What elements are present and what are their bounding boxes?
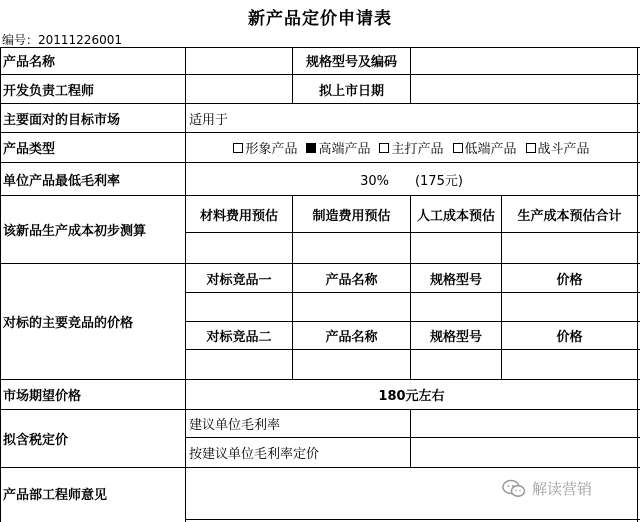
label-tax-price: 拟含税定价 [3, 433, 69, 448]
label-product-name: 产品名称 [3, 55, 56, 70]
input-competitor-one-row[interactable] [186, 293, 637, 321]
label-product-type: 产品类型 [3, 142, 56, 157]
input-launch-date[interactable] [411, 75, 637, 103]
input-product-name[interactable] [186, 48, 292, 74]
grid-line [637, 47, 638, 522]
input-total-cost[interactable] [502, 233, 637, 263]
header-price-2: 价格 [556, 330, 583, 345]
header-manufacturing-cost: 制造费用预估 [312, 208, 391, 224]
input-engineer-opinion[interactable] [186, 468, 486, 519]
input-material-cost[interactable] [186, 233, 292, 263]
form-title: 新产品定价申请表 [248, 9, 392, 29]
pricing-form-table [0, 47, 640, 522]
input-engineer[interactable] [186, 75, 292, 103]
header-material-cost: 材料费用预估 [199, 208, 278, 224]
checkbox-icon[interactable] [526, 143, 536, 153]
input-spec-code[interactable] [411, 48, 637, 74]
checkbox-icon[interactable] [453, 143, 463, 153]
header-spec-2: 规格型号 [429, 330, 482, 345]
header-competitor-two: 对标竞品二 [206, 330, 272, 345]
label-target-market: 主要面对的目标市场 [3, 112, 121, 128]
input-suggested-margin[interactable] [411, 410, 637, 437]
option-main-product[interactable]: 主打产品 [379, 138, 443, 157]
label-engineer-opinion: 产品部工程师意见 [3, 488, 108, 503]
header-total-cost: 生产成本预估合计 [517, 208, 622, 224]
header-labor-cost: 人工成本预估 [416, 208, 495, 224]
watermark-text: 解读营销 [532, 480, 593, 498]
label-cost-estimate: 该新品生产成本初步测算 [3, 224, 147, 239]
option-high-end-product[interactable]: 高端产品 [306, 138, 370, 157]
header-product-name-1: 产品名称 [325, 272, 378, 288]
label-suggested-margin: 建议单位毛利率 [189, 418, 281, 433]
input-labor-cost[interactable] [411, 233, 501, 263]
input-competitor-two-row[interactable] [186, 350, 637, 379]
option-low-end-product[interactable]: 低端产品 [453, 138, 517, 157]
watermark [502, 478, 592, 499]
header-competitor-one: 对标竞品一 [206, 272, 272, 288]
grid-line [186, 519, 640, 520]
checkbox-checked-icon[interactable] [306, 143, 316, 153]
serial-number: 编号：20111226001 [2, 33, 122, 47]
checkbox-icon[interactable] [233, 143, 243, 153]
label-launch-date: 拟上市日期 [318, 83, 384, 99]
header-price-1: 价格 [556, 272, 583, 288]
label-spec-code: 规格型号及编码 [305, 55, 397, 70]
product-type-options [186, 133, 637, 162]
header-spec-1: 规格型号 [429, 272, 482, 288]
label-min-margin: 单位产品最低毛利率 [3, 173, 121, 189]
value-expected-price[interactable]: 180元左右 [378, 389, 445, 404]
option-battle-product[interactable]: 战斗产品 [526, 138, 590, 157]
input-price-by-margin[interactable] [411, 438, 637, 467]
label-expected-price: 市场期望价格 [3, 389, 82, 404]
option-image-product[interactable]: 形象产品 [233, 138, 297, 157]
value-target-market[interactable]: 适用于 [189, 112, 229, 128]
checkbox-icon[interactable] [379, 143, 389, 153]
label-engineer: 开发负责工程师 [3, 83, 95, 99]
input-manufacturing-cost[interactable] [293, 233, 410, 263]
header-product-name-2: 产品名称 [325, 330, 378, 345]
wechat-icon [502, 479, 526, 499]
value-min-margin[interactable]: 30% (175元) [360, 173, 463, 189]
label-competitor-prices: 对标的主要竞品的价格 [3, 316, 134, 331]
label-price-by-margin: 按建议单位毛利率定价 [189, 447, 320, 462]
